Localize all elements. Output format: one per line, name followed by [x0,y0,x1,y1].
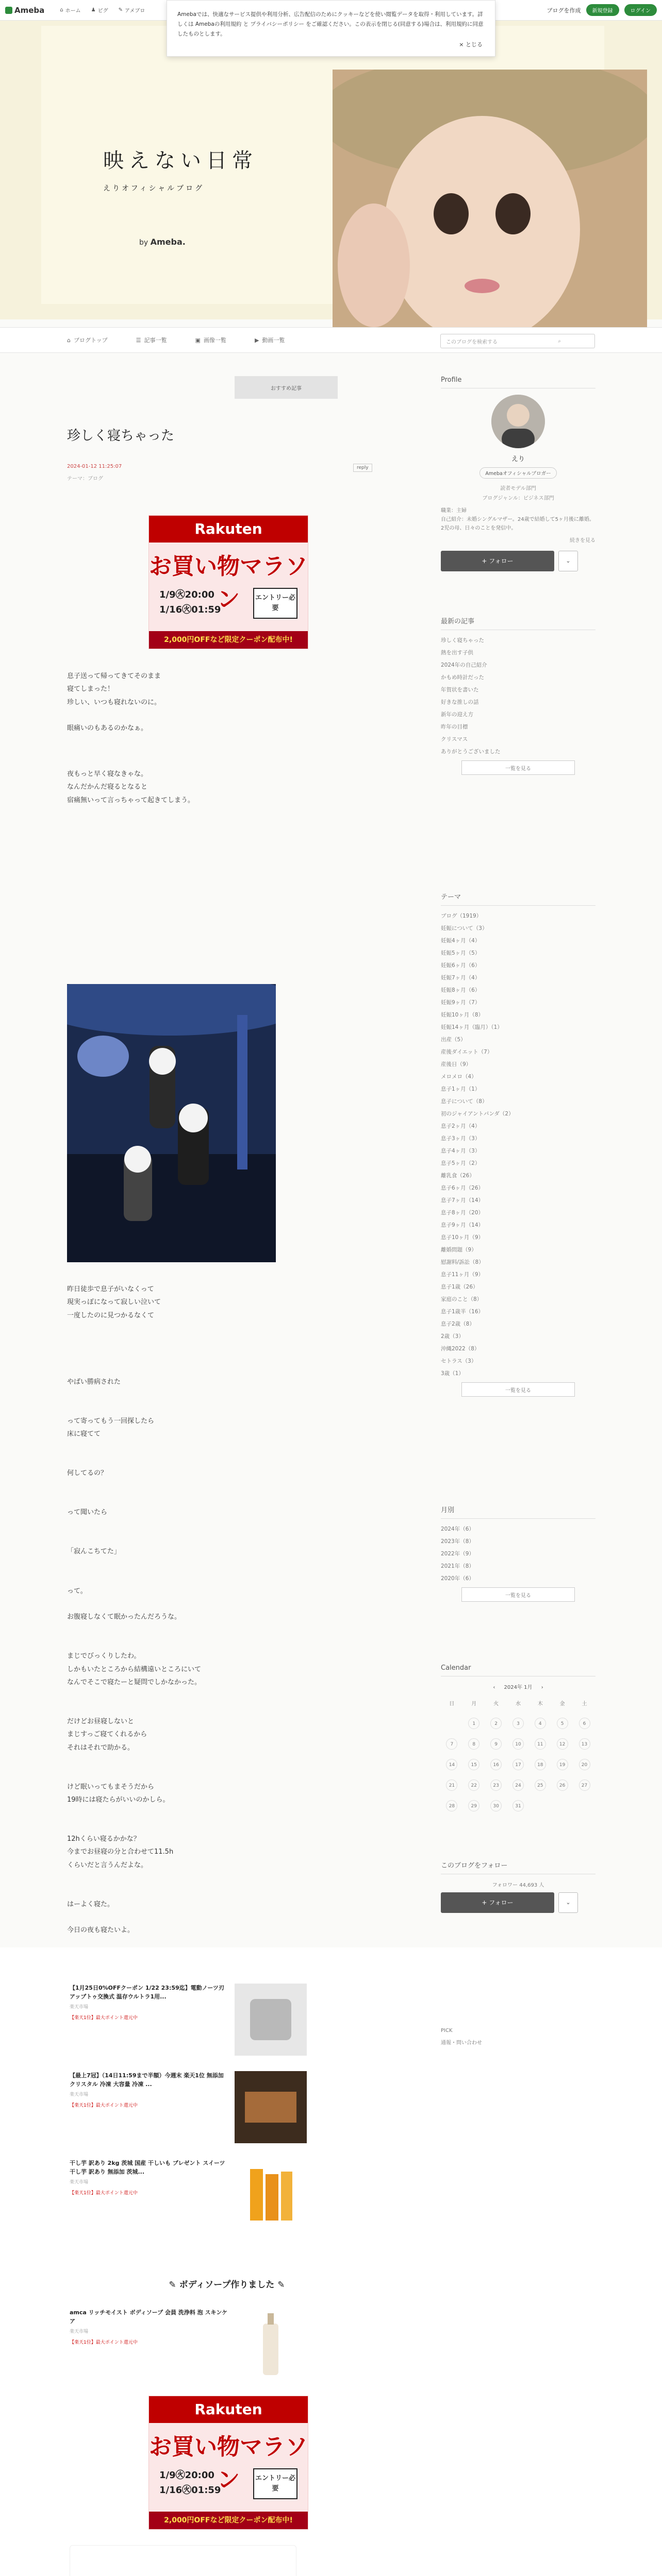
calendar-day[interactable] [441,1795,463,1816]
ad-image [235,1984,307,2056]
month-link[interactable]: 2023年（8） [441,1538,474,1545]
theme-link[interactable]: 妊娠5ヶ月（5） [441,950,481,956]
monthly-heading: 月別 [441,1504,595,1519]
theme-link[interactable]: 家庭のこと（8） [441,1296,483,1302]
entry-date: 2024-01-12 11:25:07 [67,464,122,469]
calendar-day[interactable] [463,1734,485,1754]
calendar-next-icon[interactable]: › [541,1685,543,1690]
cookie-consent-dialog [167,0,495,57]
calendar-day[interactable] [529,1775,551,1795]
pick-link[interactable]: PICK [441,2028,453,2033]
calendar-weekday: 金 [559,1701,565,1707]
ad-shop: 楽天市場 [70,2092,89,2098]
calendar-day-number: 7 [446,1738,457,1750]
theme-link[interactable]: ブログ（1919） [441,913,482,919]
calendar-day-number: 31 [512,1800,524,1811]
themes-section [441,891,595,1397]
calendar-day[interactable] [529,1754,551,1775]
ad-title: 【1月25日0%OFFクーポン 1/22 23:59迄】電動ノーツ刃 アップトゥ交換式 温存ウルトラ1用... [70,1985,224,2001]
calendar-day-number: 3 [512,1718,524,1729]
recent-post-link[interactable]: クリスマス [441,736,468,742]
theme-link[interactable]: 妊娠について（3） [441,925,488,931]
bodysoap-price: 【楽天1位】最大ポイント還元中 [70,2340,138,2346]
bodysoap-item[interactable] [70,2308,307,2380]
entry-paragraph-3: 昨日徒歩で息子がいなくって 現実っぽになって寂しい泣いて 一度したのに見つかるなくて [67,1285,161,1319]
entry-paragraph-2: 夜もっと早く寝なきゃな。 なんだかんだ寝るとなると 宿痛無いって言っちゃって起きてしまう。 [67,770,195,804]
calendar-heading: Calendar [441,1664,595,1676]
month-link[interactable]: 2021年（8） [441,1563,474,1569]
calendar-day[interactable] [529,1713,551,1734]
recent-post-link[interactable]: 好きな推しの話 [441,699,479,705]
calendar-day[interactable] [573,1775,595,1795]
header-baby-photo [333,70,647,332]
profile-genre-2: ブログジャンル：ビジネス部門 [482,496,554,501]
calendar-day-number: 8 [468,1738,479,1750]
sidebar [441,376,595,1906]
calendar-day-number: 28 [446,1800,457,1811]
follow-row [441,551,595,571]
calendar-day-number: 26 [557,1780,568,1791]
themes-heading: テーマ [441,891,595,906]
theme-link[interactable]: 産後ダイエット（7） [441,1049,493,1055]
blog-title[interactable]: 映えない日常 [103,149,258,173]
theme-link[interactable]: 息子について（8） [441,1098,488,1105]
calendar-day[interactable] [485,1713,507,1734]
top-right-actions [547,4,657,16]
follow-heading: このブログをフォロー [441,1860,595,1874]
calendar-nav [441,1683,595,1690]
theme-link[interactable]: 息子4ヶ月（3） [441,1148,481,1154]
calendar-day[interactable] [551,1734,573,1754]
theme-link[interactable]: 息子6ヶ月（26） [441,1185,484,1191]
bodysoap-shop: 楽天市場 [70,2329,89,2335]
calendar-day-number: 21 [446,1780,457,1791]
ad-item-3[interactable] [70,2159,307,2231]
signup-button[interactable]: 新規登録 [586,4,619,16]
theme-link[interactable]: 妊娠10ヶ月（8） [441,1012,484,1018]
calendar-day[interactable] [463,1775,485,1795]
calendar-day[interactable] [463,1713,485,1734]
by-ameba: by Ameba. [139,237,186,247]
calendar-day-number: 5 [557,1718,568,1729]
empty-ad-slot [70,2545,296,2576]
calendar-day-number: 13 [579,1738,590,1750]
entry-title[interactable]: 珍しく寝ちゃった [67,428,175,444]
calendar-title: 2024年 1月 [504,1685,533,1690]
calendar-day-number: 23 [490,1780,502,1791]
calendar-day-number: 19 [557,1759,568,1770]
blog-subtitle: えりオフィシャルブログ [103,184,205,193]
month-link[interactable]: 2020年（6） [441,1575,474,1582]
theme-link[interactable]: 息子2ヶ月（4） [441,1123,481,1129]
theme-link[interactable]: 息子2歳（8） [441,1321,475,1327]
calendar-day-number: 29 [468,1800,479,1811]
entry-paragraph-4: やばい勝病された って寄ってもう一回探したら 床に寝てて 何してるの？ って聞いたら 「寂んこちてた」 って。 お腹寝しなくて眠かったんだろうな。 まじでびっくりしたわ。 しかもいたところから結構遠いところにいて なんでそこで寝たーと疑問でしかなかった。 だけどお昼寝しないと まじすっご寝てくれるから それはそれで助かる。 けど眠いってもまそうだから 19時には寝たらがいいのかしら。 12hくらい寝るかかな？ 今までお昼寝の分と合わせて11.5h くらいだと言うんだよな。 はーよく寝た。 今日の夜も寝たいよ。 [67,1378,202,1935]
calendar-day[interactable] [573,1734,595,1754]
theme-link[interactable]: 3歳（1） [441,1370,464,1377]
calendar-day-number: 2 [490,1718,502,1729]
banner-footer: 2,000円OFFなど限定クーポン配布中! [149,631,308,649]
theme-link[interactable]: 妊娠8ヶ月（6） [441,987,481,993]
monthly-section [441,1504,595,1602]
profile-block [441,395,595,571]
rakuten-logo: Rakuten [149,516,308,543]
search-placeholder: このブログを検索する [446,339,498,345]
banner-dates: 1/9㊋20:00 1/16㊋01:59 [159,589,221,615]
recent-post-link[interactable]: かもめ時計だった [441,674,484,681]
entry-photo-aquarium[interactable] [67,984,276,1262]
monthly-list [441,1525,595,1582]
calendar-day [529,1795,551,1816]
subnav-video-list[interactable]: ▶ 動画一覧 [254,336,285,344]
calendar-day[interactable] [463,1754,485,1775]
recent-post-link[interactable]: 昨年の目標 [441,724,468,730]
theme-link[interactable]: 妊娠4ヶ月（4） [441,938,481,944]
subnav-blog-top[interactable]: ⌂ ブログトップ [67,336,108,344]
ad-title: 【最上7冠】（14日11:59まで半額）今週末 楽天1位 無添加 クリスタル 冷凍 大容量 冷凍 ... [70,2072,224,2088]
entry-theme[interactable]: テーマ：ブログ [67,476,103,482]
bodysoap-image [235,2308,307,2380]
consent-close-button[interactable]: × とじる [459,41,483,48]
month-link[interactable]: 2022年（9） [441,1551,474,1557]
recent-post-link[interactable]: 熱を出す子供 [441,650,473,656]
follow-button[interactable]: + フォロー [441,551,554,571]
login-button[interactable]: ログイン [624,4,657,16]
search-icon[interactable]: ⌕ [558,338,561,344]
calendar-day [551,1795,573,1816]
calendar-prev-icon[interactable]: ‹ [493,1685,495,1690]
banner-entry-box: エントリー必要 [253,2468,297,2499]
follow-section [441,1860,595,1913]
recent-post-link[interactable]: 年賀状を書いた [441,687,479,693]
recent-post-link[interactable]: 新年の迎え方 [441,711,473,718]
recommend-button[interactable]: おすすめ記事 [235,376,338,399]
calendar-day[interactable] [507,1754,529,1775]
calendar-day-number: 17 [512,1759,524,1770]
avatar[interactable] [491,395,545,448]
calendar-day[interactable] [551,1775,573,1795]
rakuten-banner-top[interactable] [148,515,308,649]
ad-price: 【楽天1位】最大ポイント還元中 [70,2103,138,2109]
ad-shop: 楽天市場 [70,2005,89,2010]
top-nav-links [60,6,145,14]
banner-dates: 1/9㊋20:00 1/16㊋01:59 [159,2470,221,2496]
calendar-weekday: 木 [537,1701,543,1707]
recent-posts-list [441,636,595,755]
theme-link[interactable]: 息子8ヶ月（20） [441,1210,484,1216]
theme-link[interactable]: 出産（5） [441,1037,466,1043]
theme-link[interactable]: 息子1歳（26） [441,1284,478,1290]
theme-link[interactable]: 慰謝料/訴訟（8） [441,1259,484,1265]
recent-posts [441,616,595,775]
calendar-day[interactable] [485,1775,507,1795]
recent-posts-heading: 最新の記事 [441,616,595,630]
calendar-day[interactable] [529,1734,551,1754]
follow-button-bottom[interactable]: + フォロー [441,1892,554,1913]
calendar-day[interactable] [485,1754,507,1775]
theme-link[interactable]: セトラス（3） [441,1358,477,1364]
calendar-day[interactable] [507,1795,529,1816]
theme-link[interactable]: 息子9ヶ月（14） [441,1222,484,1228]
calendar-day-number: 30 [490,1800,502,1811]
follow-more-button[interactable]: ⌄ [558,551,578,571]
recent-post-link[interactable]: 珍しく寝ちゃった [441,637,484,643]
calendar-table [441,1692,595,1816]
banner-headline: お買い物マラソン [149,2434,308,2493]
reply-badge[interactable]: reply [353,464,372,472]
calendar-day-number: 22 [468,1780,479,1791]
calendar-weekday: 日 [449,1701,455,1707]
calendar-weekday: 水 [515,1701,521,1707]
calendar-day-number: 27 [579,1780,590,1791]
calendar-day-number: 15 [468,1759,479,1770]
ad-title: 干し芋 訳あり 2kg 茨城 国産 干しいも ブレゼント スイーツ 干し芋 訳あり 無添加 茨城... [70,2160,225,2176]
calendar-day [441,1713,463,1734]
nav-pigg[interactable]: ♟ ピグ [91,7,108,14]
calendar-day[interactable] [551,1713,573,1734]
calendar-day-number: 24 [512,1780,524,1791]
calendar-day-number: 25 [535,1780,546,1791]
profile-more-link[interactable]: 続きを見る [570,538,595,544]
theme-link[interactable]: 息子1ヶ月（1） [441,1086,481,1092]
calendar-day[interactable] [441,1775,463,1795]
ad-image [235,2071,307,2143]
theme-link[interactable]: 離婚問題（9） [441,1247,477,1253]
ameba-logo-icon [5,7,12,14]
calendar-weekday: 月 [471,1701,477,1707]
profile-genre: 読者モデル部門 [500,486,536,492]
ad-item-1[interactable] [70,1984,307,2056]
blog-header [0,21,662,319]
calendar-weekday: 火 [493,1701,499,1707]
ad-item-2[interactable] [70,2071,307,2143]
blog-create-link[interactable]: ブログを作成 [547,7,581,14]
banner-headline: お買い物マラソン [149,553,308,613]
theme-link[interactable]: 初のジャイアントパンダ（2） [441,1111,514,1117]
calendar-day[interactable] [485,1734,507,1754]
calendar-section [441,1664,595,1816]
calendar-day[interactable] [507,1734,529,1754]
calendar-day-number: 20 [579,1759,590,1770]
calendar-day-number: 18 [535,1759,546,1770]
calendar-day-number: 9 [490,1738,502,1750]
theme-link[interactable]: 息子10ヶ月（9） [441,1234,484,1241]
theme-link[interactable]: 妊娠7ヶ月（4） [441,975,481,981]
recent-post-link[interactable]: ありがとうございました [441,749,501,755]
subnav-image-list[interactable]: ▣ 画像一覧 [195,336,226,344]
calendar-day-number: 10 [512,1738,524,1750]
consent-text: Amebaでは、快適なサービス提供や利用分析、広告配信のためにクッキーなどを使い閲覧データを取得・利用しています。詳しくは Amebaの利用規約 と プライバシーポリシー をご確認ください。この表示を閉じる(同意する)場合は、利用規約に同意したものとします。 [177,11,484,37]
blog-subnav [0,327,662,353]
theme-link[interactable]: 息子3ヶ月（3） [441,1136,481,1142]
nav-home[interactable]: ⌂ ホーム [60,7,81,14]
ad-shop: 楽天市場 [70,2180,89,2185]
sidebar-footer-links [441,2025,482,2049]
ad-price: 【楽天1位】最大ポイント還元中 [70,2015,138,2021]
themes-all-button[interactable]: 一覧を見る [461,1382,575,1397]
theme-link[interactable]: 産後日（9） [441,1061,472,1067]
lower-section [0,1947,662,2576]
profile-bio: 職業：主婦 自己紹介：未婚シングルマザー。24歳で結婚して5ヶ月後に離婚。2児の母、日々のことを発信中。 [441,508,594,531]
month-link[interactable]: 2024年（6） [441,1526,474,1532]
theme-link[interactable]: メロメロ（4） [441,1074,477,1080]
theme-link[interactable]: 2歳（3） [441,1333,464,1340]
calendar-day[interactable] [551,1754,573,1775]
monthly-all-button[interactable]: 一覧を見る [461,1587,575,1602]
calendar-day-number: 12 [557,1738,568,1750]
theme-link[interactable]: 息子1歳半（16） [441,1309,484,1315]
theme-link[interactable]: 妊娠6ヶ月（6） [441,962,481,969]
bodysoap-title: amca リッチモイスト ボディソープ 会員 洗浄料 泡 スキンケア [70,2309,228,2325]
rakuten-logo: Rakuten [149,2396,308,2423]
calendar-day[interactable] [507,1713,529,1734]
calendar-weekday: 土 [582,1701,587,1707]
blog-search-input[interactable] [440,334,595,348]
nav-ameblo[interactable]: ✎ アメブロ [118,7,145,14]
theme-link[interactable]: 息子7ヶ月（14） [441,1197,484,1204]
ad-image [235,2159,307,2231]
calendar-day-number: 16 [490,1759,502,1770]
ameba-logo[interactable] [5,6,44,15]
theme-link[interactable]: 妊娠9ヶ月（7） [441,999,481,1006]
subnav-entry-list[interactable]: ☰ 記事一覧 [136,336,167,344]
profile-name[interactable]: えり [511,455,525,463]
follow-more-button-bottom[interactable]: ⌄ [558,1892,578,1913]
recent-all-button[interactable]: 一覧を見る [461,760,575,775]
bodysoap-heading: ✎ ボディソープ作りました ✎ [169,2280,285,2290]
banner-footer: 2,000円OFFなど限定クーポン配布中! [149,2512,308,2529]
rakuten-banner-bottom[interactable] [148,2396,308,2530]
profile-heading: Profile [441,376,595,388]
calendar-day[interactable] [573,1754,595,1775]
theme-link[interactable]: 妊娠14ヶ月（臨月）（1） [441,1024,503,1030]
header-panel [41,26,604,304]
calendar-day[interactable] [463,1795,485,1816]
theme-link[interactable]: 離乳食（26） [441,1173,475,1179]
calendar-day[interactable] [441,1734,463,1754]
calendar-day[interactable] [573,1713,595,1734]
ad-price: 【楽天1位】最大ポイント還元中 [70,2191,138,2196]
calendar-day[interactable] [507,1775,529,1795]
calendar-day-number: 11 [535,1738,546,1750]
calendar-day-number: 4 [535,1718,546,1729]
ameba-logo-text: Ameba [14,5,45,15]
theme-link[interactable]: 息子11ヶ月（9） [441,1272,484,1278]
calendar-day-number: 1 [468,1718,479,1729]
calendar-day-number: 14 [446,1759,457,1770]
recent-post-link[interactable]: 2024年の自己紹介 [441,662,487,668]
theme-link[interactable]: 息子5ヶ月（2） [441,1160,481,1166]
calendar-day[interactable] [485,1795,507,1816]
followers-count: フォロワー 44,693 人 [492,1883,544,1888]
theme-link[interactable]: 沖縄2022（8） [441,1346,480,1352]
calendar-day[interactable] [441,1754,463,1775]
entry-paragraph-1: 息子送って帰ってきてそのまま 寝てしまった！ 珍しい、いつも寝れないのに。 眼痛いのもあるのかなぁ。 [67,672,161,733]
calendar-day-number: 6 [579,1718,590,1729]
banner-entry-box: エントリー必要 [253,588,297,619]
themes-list [441,912,595,1377]
official-badge: Amebaオフィシャルブロガー [479,467,556,479]
report-link[interactable]: 通報・問い合わせ [441,2040,482,2046]
